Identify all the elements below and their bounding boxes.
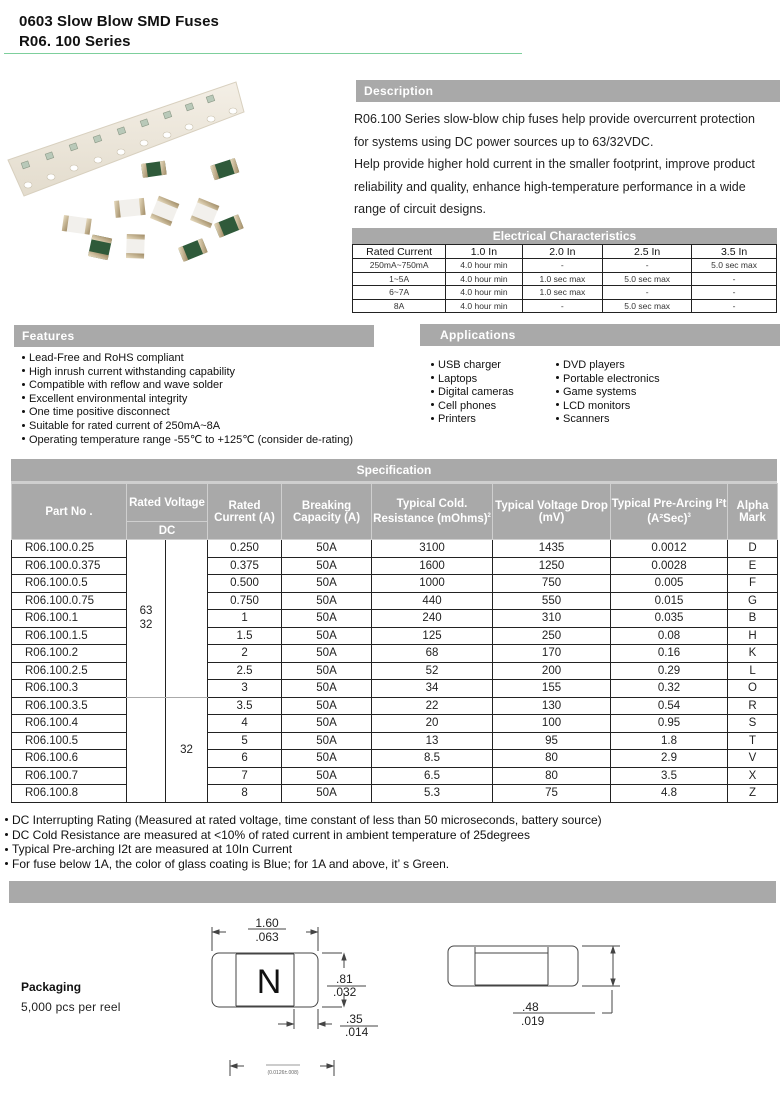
length-mm: 1.60 [255,916,279,930]
cell: - [522,299,603,313]
feature-text: One time positive disconnect [29,406,170,419]
product-photo [0,68,350,318]
application-item [431,386,514,400]
feature-text: High inrush current withstanding capability [29,365,236,378]
column-header: 3.5 In [692,245,777,259]
cold-resistance: 52 [372,662,493,680]
application-text: LCD monitors [563,399,631,412]
footnote-mark: 2 [487,513,491,520]
rated-current: 2 [208,645,282,663]
cell: - [692,272,777,286]
rated-current: 0.375 [208,557,282,575]
spec-row [12,557,778,575]
bullet-icon [5,848,8,851]
application-text: Cell phones [438,399,497,412]
spec-row [12,697,778,715]
bullet-icon [22,437,25,440]
spec-row [12,592,778,610]
part-number: R06.100.2 [12,645,127,663]
part-number: R06.100.0.5 [12,575,127,593]
cold-resistance: 6.5 [372,767,493,785]
cold-resistance: 5.3 [372,785,493,803]
cold-resistance: 125 [372,627,493,645]
feature-item [22,393,353,407]
description-header: Description [356,80,780,102]
voltage-drop: 1250 [493,557,611,575]
bullet-icon [556,390,559,393]
rated-current: 0.500 [208,575,282,593]
header-rated-current: Rated Current (A) [208,484,282,540]
features-list [22,352,353,447]
electrical-row [353,272,777,286]
bullet-icon [556,376,559,379]
alpha-mark: L [728,662,778,680]
specification-section [11,459,777,803]
applications-header: Applications [420,324,780,346]
feature-item [22,406,353,420]
breaking-capacity: 50A [282,680,372,698]
prearcing-i2t: 0.0028 [611,557,728,575]
alpha-mark: K [728,645,778,663]
application-item [556,359,660,373]
feature-text: Operating temperature range -55℃ to +125℃ (consider de-rating) [29,433,354,446]
electrical-characteristics [352,228,777,313]
breaking-capacity: 50A [282,610,372,628]
note-item [5,813,602,828]
cold-resistance: 1600 [372,557,493,575]
voltage-drop: 750 [493,575,611,593]
pad-note: (0.0126±.008) [267,1070,299,1076]
part-number: R06.100.2.5 [12,662,127,680]
cell: - [692,286,777,300]
spec-row [12,732,778,750]
part-number: R06.100.6 [12,750,127,768]
note-item [5,842,602,857]
carrier-tape [8,82,244,196]
packaging-text: 5,000 pcs per reel [21,1000,121,1014]
series-title: R06. 100 Series [19,33,131,50]
bullet-icon [556,417,559,420]
note-item [5,857,602,872]
feature-item [22,434,353,448]
bullet-icon [556,363,559,366]
bullet-icon [22,356,25,359]
feature-text: Suitable for rated current of 250mA~8A [29,419,221,432]
application-text: Laptops [438,372,478,385]
rated-current: 3 [208,680,282,698]
description-line: for systems using DC power sources up to 63/32VDC. [354,134,654,149]
voltage-drop: 550 [493,592,611,610]
cell: 4.0 hour min [446,272,522,286]
bullet-icon [5,818,8,821]
cell: 1.0 sec max [522,272,603,286]
spec-header-row [12,484,778,522]
dimension-drawing [0,905,780,1093]
description-line: range of circuit designs. [354,202,487,216]
footnote-mark: 3 [687,513,691,520]
terminal-mm: .35 [346,1012,363,1026]
packaging-label: Packaging [21,980,82,994]
prearcing-i2t: 0.015 [611,592,728,610]
application-item [556,373,660,387]
header-rated-voltage [127,484,208,522]
cold-resistance: 68 [372,645,493,663]
rated-voltage-right [166,540,208,698]
column-header: 2.0 In [522,245,603,259]
prearcing-i2t: 0.95 [611,715,728,733]
description-line: reliability and quality, enhance high-temperature performance in a wide [354,179,746,194]
specification-header: Specification [11,459,777,483]
rated-current: 0.250 [208,540,282,558]
spec-row [12,610,778,628]
rated-current: 1 [208,610,282,628]
prearcing-i2t: 4.8 [611,785,728,803]
rated-current: 2.5 [208,662,282,680]
column-header: 1.0 In [446,245,522,259]
part-number: R06.100.0.75 [12,592,127,610]
alpha-mark: B [728,610,778,628]
alpha-mark: S [728,715,778,733]
alpha-mark: V [728,750,778,768]
application-text: Portable electronics [563,372,660,385]
cell: 250mA~750mA [353,259,446,273]
part-number: R06.100.1 [12,610,127,628]
voltage-drop: 170 [493,645,611,663]
spec-row [12,715,778,733]
specification-table [11,483,778,803]
cell: - [692,299,777,313]
spec-row [12,680,778,698]
breaking-capacity: 50A [282,697,372,715]
header-cold-resistance-label: Typical Cold. Resistance (mOhms) [373,498,488,525]
breaking-capacity: 50A [282,732,372,750]
spec-row [12,750,778,768]
height-mm: .81 [336,972,353,986]
alpha-mark: F [728,575,778,593]
breaking-capacity: 50A [282,645,372,663]
header-prearcing-label: Typical Pre-Arcing I²t (A²Sec) [611,498,727,525]
alpha-mark: X [728,767,778,785]
dimensions-header-bar [9,881,776,903]
prearcing-i2t: 0.16 [611,645,728,663]
cell: 4.0 hour min [446,259,522,273]
spec-row [12,575,778,593]
prearcing-i2t: 1.8 [611,732,728,750]
cell: 1.0 sec max [522,286,603,300]
bullet-icon [22,424,25,427]
header-alpha-mark: Alpha Mark [728,484,778,540]
application-item [556,413,660,427]
feature-text: Compatible with reflow and wave solder [29,379,223,392]
title-divider [4,53,522,54]
header-cold-resistance [372,484,493,540]
voltage-drop: 250 [493,627,611,645]
application-item [431,373,514,387]
description-line: Help provide higher hold current in the smaller footprint, improve product [354,157,755,171]
voltage-drop: 75 [493,785,611,803]
cell: - [522,259,603,273]
fuse-marking: N [256,963,282,1001]
rated-current: 3.5 [208,697,282,715]
spec-row [12,627,778,645]
applications-list-right [556,359,660,427]
spec-row [12,767,778,785]
feature-item [22,352,353,366]
application-item [556,386,660,400]
rated-current: 4 [208,715,282,733]
cold-resistance: 20 [372,715,493,733]
voltage-drop: 100 [493,715,611,733]
voltage-drop: 130 [493,697,611,715]
voltage-drop: 1435 [493,540,611,558]
part-number: R06.100.0.25 [12,540,127,558]
application-text: Scanners [563,413,610,426]
rated-current: 8 [208,785,282,803]
cold-resistance: 34 [372,680,493,698]
application-item [431,400,514,414]
breaking-capacity: 50A [282,767,372,785]
cell: 8A [353,299,446,313]
cold-resistance: 13 [372,732,493,750]
part-number: R06.100.7 [12,767,127,785]
breaking-capacity: 50A [282,627,372,645]
bullet-icon [431,363,434,366]
loose-fuses [62,158,244,262]
bullet-icon [431,390,434,393]
alpha-mark: G [728,592,778,610]
rated-voltage-right: 32 [166,697,208,802]
part-number: R06.100.4 [12,715,127,733]
length-in: .063 [255,930,279,944]
electrical-table [352,244,777,313]
bullet-icon [22,410,25,413]
cold-resistance: 3100 [372,540,493,558]
part-number: R06.100.3.5 [12,697,127,715]
specification-body [12,540,778,803]
bullet-icon [22,383,25,386]
part-number: R06.100.3 [12,680,127,698]
cell: 4.0 hour min [446,299,522,313]
rated-current: 0.750 [208,592,282,610]
breaking-capacity: 50A [282,557,372,575]
features-header: Features [14,325,374,347]
feature-text: Lead-Free and RoHS compliant [29,352,184,364]
voltage-drop: 80 [493,750,611,768]
application-item [556,400,660,414]
description-text [354,108,780,221]
alpha-mark: O [728,680,778,698]
breaking-capacity: 50A [282,592,372,610]
rated-current: 1.5 [208,627,282,645]
application-text: Printers [438,413,476,426]
note-text: DC Interrupting Rating (Measured at rated voltage, time constant of less than 50 microseconds, battery source) [12,813,602,827]
description-line: R06.100 Series slow-blow chip fuses help provide overcurrent protection [354,112,755,126]
rated-voltage-left: 63 32 [127,540,166,698]
rated-voltage-left [127,697,166,802]
product-title: 0603 Slow Blow SMD Fuses [19,13,219,30]
application-text: DVD players [563,359,625,371]
electrical-header-row [353,245,777,259]
alpha-mark: T [728,732,778,750]
side-in: .019 [521,1014,545,1028]
header-voltage-drop: Typical Voltage Drop (mV) [493,484,611,540]
cell: - [603,259,692,273]
voltage-drop: 310 [493,610,611,628]
spec-row [12,785,778,803]
cell: 5.0 sec max [603,272,692,286]
side-mm: .48 [522,1000,539,1014]
breaking-capacity: 50A [282,785,372,803]
prearcing-i2t: 0.32 [611,680,728,698]
prearcing-i2t: 0.0012 [611,540,728,558]
bullet-icon [22,396,25,399]
bullet-icon [431,403,434,406]
cold-resistance: 440 [372,592,493,610]
bullet-icon [431,376,434,379]
column-header: 2.5 In [603,245,692,259]
note-item [5,828,602,843]
part-number: R06.100.5 [12,732,127,750]
alpha-mark: D [728,540,778,558]
spec-row [12,540,778,558]
breaking-capacity: 50A [282,575,372,593]
alpha-mark: Z [728,785,778,803]
electrical-row [353,286,777,300]
breaking-capacity: 50A [282,750,372,768]
header-breaking-capacity: Breaking Capacity (A) [282,484,372,540]
applications-list-left [431,359,514,427]
prearcing-i2t: 0.08 [611,627,728,645]
cell: 6~7A [353,286,446,300]
header-rated-voltage-label: Rated Voltage [129,496,205,509]
header-prearcing [611,484,728,540]
prearcing-i2t: 0.035 [611,610,728,628]
application-text: Digital cameras [438,386,514,399]
bullet-icon [5,862,8,865]
prearcing-i2t: 3.5 [611,767,728,785]
terminal-in: .014 [345,1025,369,1039]
rated-current: 6 [208,750,282,768]
spec-row [12,662,778,680]
prearcing-i2t: 0.005 [611,575,728,593]
column-header: Rated Current [353,245,446,259]
application-item [431,413,514,427]
note-text: DC Cold Resistance are measured at <10% of rated current in ambient temperature of 25degrees [12,827,530,842]
breaking-capacity: 50A [282,540,372,558]
bullet-icon [5,833,8,836]
feature-item [22,420,353,434]
rated-current: 7 [208,767,282,785]
prearcing-i2t: 0.29 [611,662,728,680]
prearcing-i2t: 0.54 [611,697,728,715]
breaking-capacity: 50A [282,715,372,733]
voltage-drop: 200 [493,662,611,680]
cell: 5.0 sec max [603,299,692,313]
alpha-mark: H [728,627,778,645]
document-title [19,12,219,52]
fuse-side-view [448,946,578,986]
cell: 4.0 hour min [446,286,522,300]
prearcing-i2t: 2.9 [611,750,728,768]
part-number: R06.100.8 [12,785,127,803]
application-text: USB charger [438,359,501,371]
header-part-no: Part No . [12,484,127,540]
voltage-drop: 155 [493,680,611,698]
bullet-icon [431,417,434,420]
bullet-icon [556,403,559,406]
application-text: Game systems [563,386,637,399]
height-in: .032 [333,985,357,999]
spec-row [12,645,778,663]
note-text: For fuse below 1A, the color of glass coating is Blue; for 1A and above, it’ s Green. [12,856,450,871]
application-item [431,359,514,373]
alpha-mark: E [728,557,778,575]
cold-resistance: 1000 [372,575,493,593]
bullet-icon [22,369,25,372]
cold-resistance: 8.5 [372,750,493,768]
voltage-drop: 80 [493,767,611,785]
electrical-row [353,259,777,273]
voltage-drop: 95 [493,732,611,750]
part-number: R06.100.0.375 [12,557,127,575]
cell: - [603,286,692,300]
note-text: Typical Pre-arching I2t are measured at 10In Current [12,842,293,857]
footnotes [5,813,602,871]
rated-current: 5 [208,732,282,750]
electrical-row [353,299,777,313]
feature-item [22,379,353,393]
breaking-capacity: 50A [282,662,372,680]
part-number: R06.100.1.5 [12,627,127,645]
cold-resistance: 240 [372,610,493,628]
feature-item [22,366,353,380]
alpha-mark: R [728,697,778,715]
header-dc: DC [127,522,208,540]
cell: 5.0 sec max [692,259,777,273]
feature-text: Excellent environmental integrity [29,392,188,405]
cell: 1~5A [353,272,446,286]
electrical-characteristics-header: Electrical Characteristics [352,228,777,244]
cold-resistance: 22 [372,697,493,715]
